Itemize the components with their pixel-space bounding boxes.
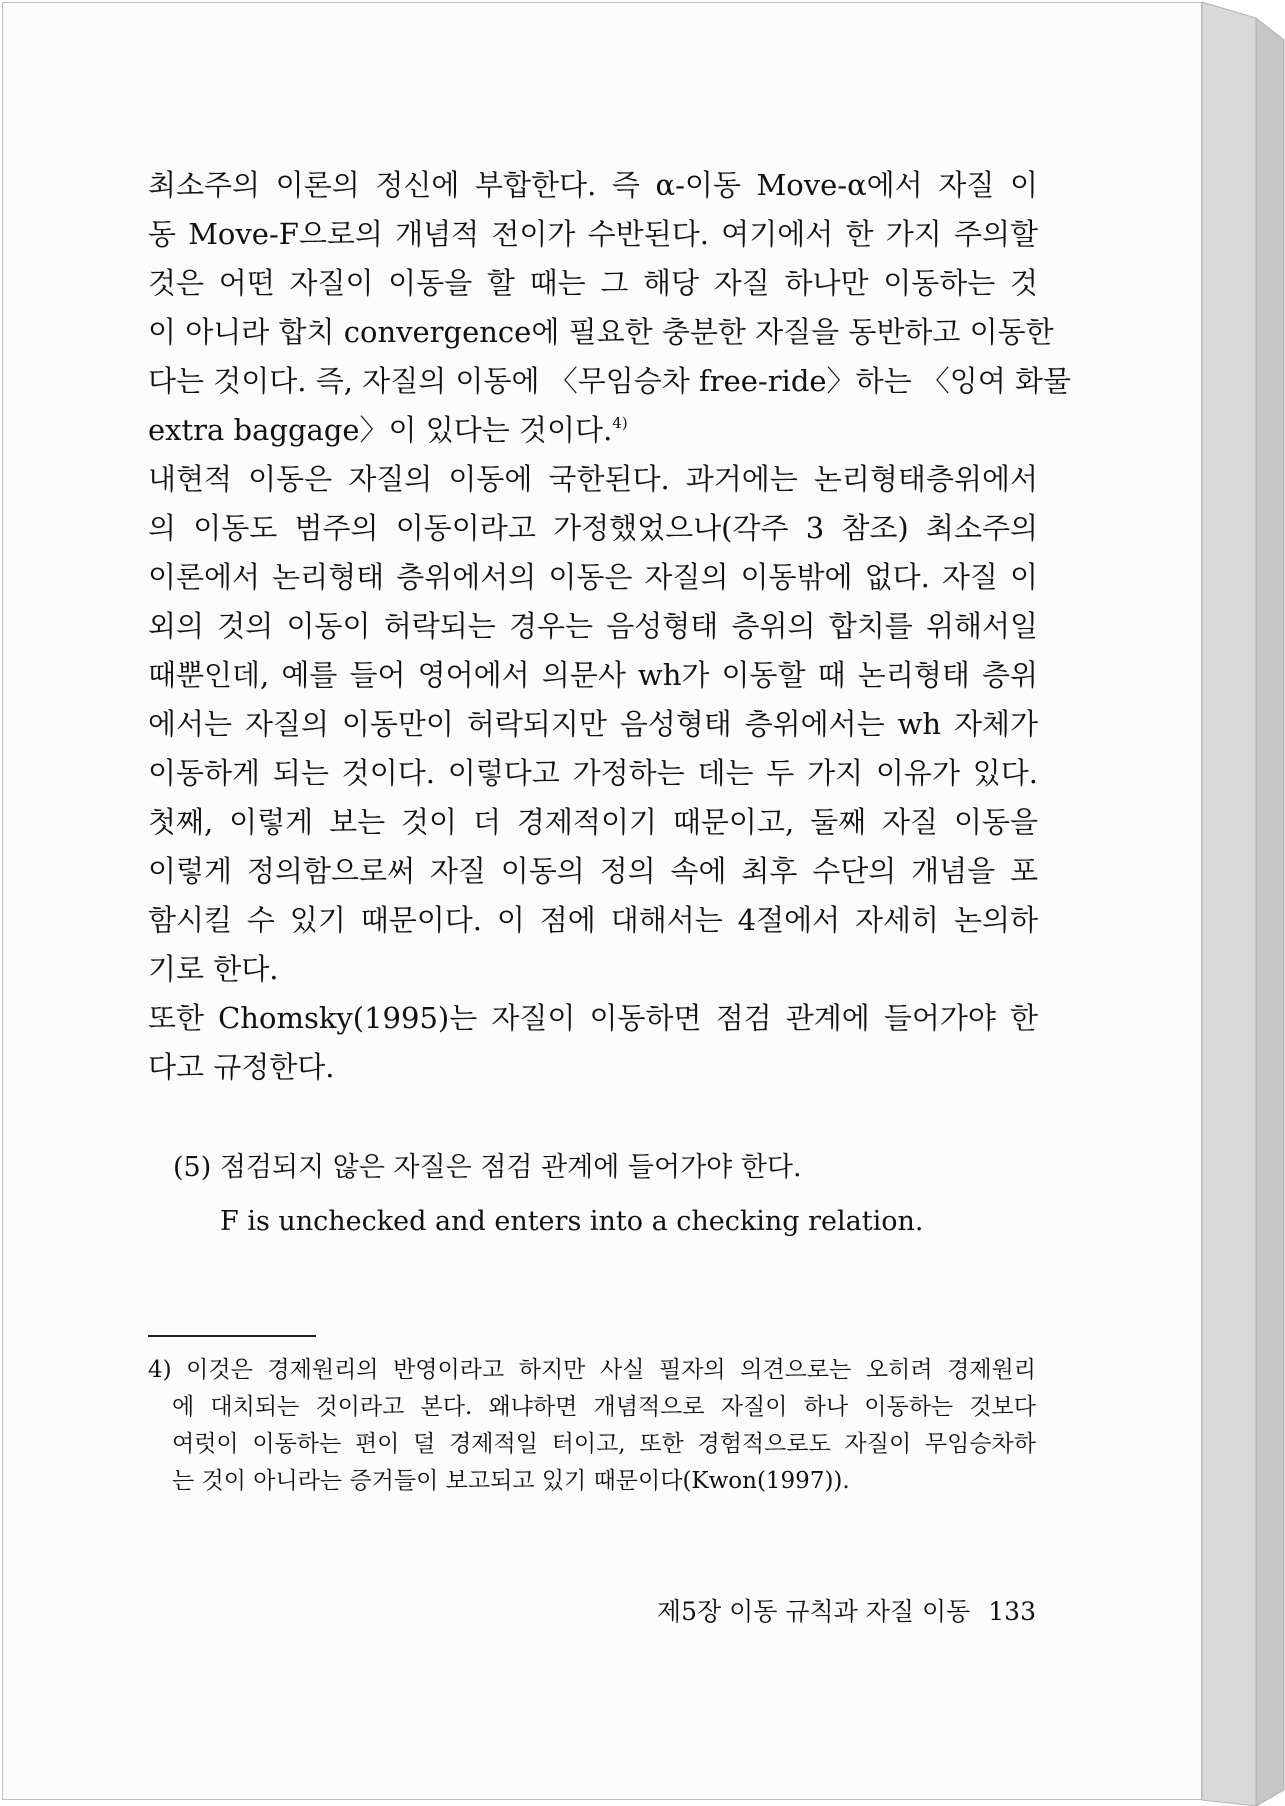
footnote-line: 4) 이것은 경제원리의 반영이라고 하지만 사실 필자의 의견으로는 오히려 경제원리 [148, 1357, 1036, 1383]
book-page [2, 2, 1202, 1800]
body-line-with-footnote-ref [148, 406, 1038, 455]
body-line: 이렇게 정의함으로써 자질 이동의 정의 속에 최후 수단의 개념을 포 [148, 854, 1038, 888]
book-spine-edge-shape [1202, 0, 1285, 1806]
body-line: 동 Move-F으로의 개념적 전이가 수반된다. 여기에서 한 가지 주의할 [148, 217, 1038, 251]
example-number: (5) [173, 1152, 212, 1183]
running-footer [643, 1592, 1036, 1628]
body-line: 이 아니라 합치 convergence에 필요한 충분한 자질을 동반하고 이동한 [148, 315, 1054, 349]
body-line: 함시킬 수 있기 때문이다. 이 점에 대해서는 4절에서 자세히 논의하 [148, 903, 1038, 937]
body-line: 다는 것이다. 즉, 자질의 이동에 〈무임승차 free-ride〉하는 〈잉여 화물 [148, 364, 1072, 398]
body-line: 최소주의 이론의 정신에 부합한다. 즉 α-이동 Move-α에서 자질 이 [148, 168, 1038, 202]
example-english: F is unchecked and enters into a checking relation. [220, 1206, 924, 1237]
body-line: extra baggage〉이 있다는 것이다. [148, 413, 613, 447]
body-line: 기로 한다. [148, 952, 279, 986]
page-number: 133 [988, 1597, 1036, 1626]
footnote-line: 는 것이 아니라는 증거들이 보고되고 있기 때문이다(Kwon(1997)). [172, 1468, 850, 1494]
body-line: 또한 Chomsky(1995)는 자질이 이동하면 점검 관계에 들어가야 한 [148, 1001, 1038, 1035]
example-korean-line [173, 1141, 1023, 1195]
body-line: 다고 규정한다. [148, 1050, 335, 1084]
body-line: 이동하게 되는 것이다. 이렇다고 가정하는 데는 두 가지 이유가 있다. [148, 756, 1038, 790]
body-line: 외의 것의 이동이 허락되는 경우는 음성형태 층위의 합치를 위해서일 [148, 609, 1038, 643]
example-5 [173, 1141, 1023, 1249]
body-line: 것은 어떤 자질이 이동을 할 때는 그 해당 자질 하나만 이동하는 것 [148, 266, 1038, 300]
body-line: 첫째, 이렇게 보는 것이 더 경제적이기 때문이고, 둘째 자질 이동을 [148, 805, 1038, 839]
body-line: 내현적 이동은 자질의 이동에 국한된다. 과거에는 논리형태층위에서 [148, 462, 1038, 496]
body-text [148, 161, 1072, 1092]
footnote-4 [148, 1352, 1036, 1500]
body-line: 의 이동도 범주의 이동이라고 가정했었으나(각주 3 참조) 최소주의 [148, 511, 1038, 545]
body-line: 에서는 자질의 이동만이 허락되지만 음성형태 층위에서는 wh 자체가 [148, 707, 1038, 741]
footnote-line: 여럿이 이동하는 편이 덜 경제적일 터이고, 또한 경험적으로도 자질이 무임승차하 [172, 1431, 1036, 1457]
footnote-divider [148, 1335, 316, 1337]
footnote-reference[interactable]: 4) [612, 414, 628, 432]
example-korean: 점검되지 않은 자질은 점검 관계에 들어가야 한다. [219, 1152, 802, 1183]
chapter-title: 제5장 이동 규칙과 자질 이동 [656, 1597, 971, 1626]
body-line: 이론에서 논리형태 층위에서의 이동은 자질의 이동밖에 없다. 자질 이 [148, 560, 1038, 594]
footnote-line: 에 대치되는 것이라고 본다. 왜냐하면 개념적으로 자질이 하나 이동하는 것보다 [172, 1394, 1036, 1420]
body-line: 때뿐인데, 예를 들어 영어에서 의문사 wh가 이동할 때 논리형태 층위 [148, 658, 1038, 692]
